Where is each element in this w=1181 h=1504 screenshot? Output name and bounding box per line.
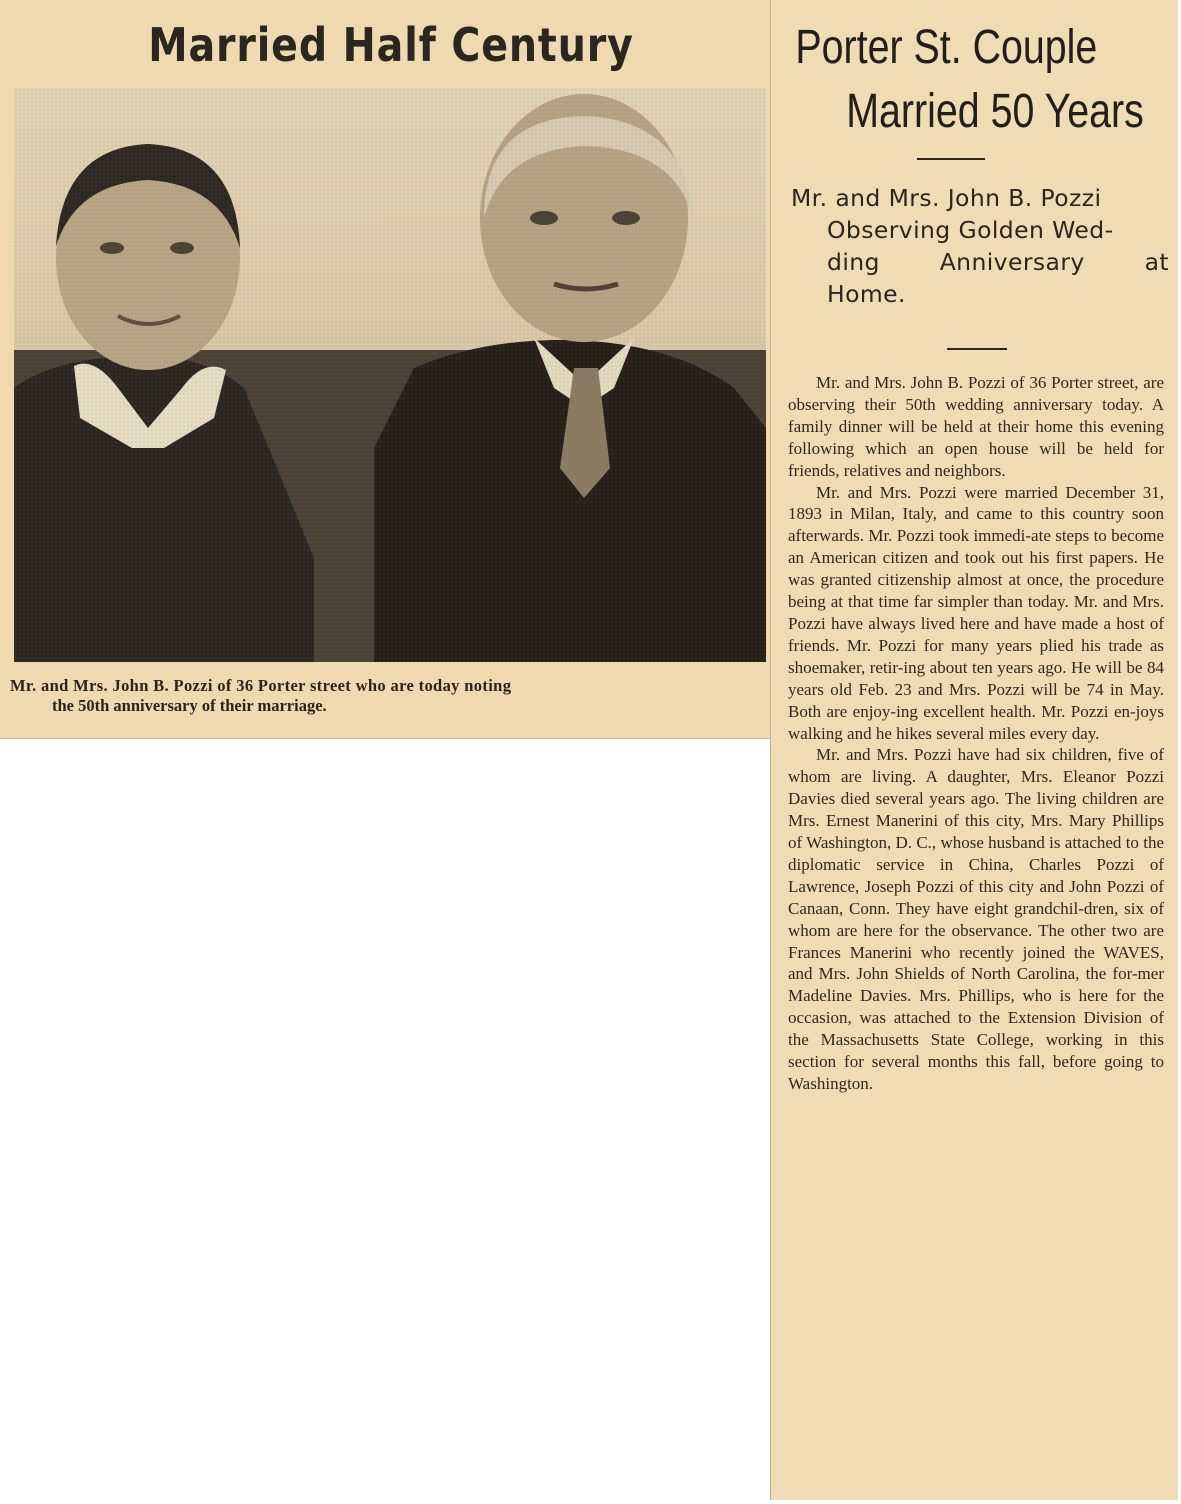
- headline-divider: [917, 158, 985, 160]
- deck-divider: [947, 348, 1007, 350]
- couple-photograph: [14, 88, 766, 662]
- article-headline: [779, 16, 1144, 144]
- photo-caption: [10, 676, 774, 716]
- deck-word: at: [1144, 248, 1169, 276]
- couple-photo-illustration: [14, 88, 766, 662]
- caption-line: Mr. and Mrs. John B. Pozzi of 36 Porter street who are today noting: [10, 676, 512, 695]
- photo-headline: Married Half Century: [148, 18, 634, 72]
- caption-line: the 50th anniversary of their marriage.: [52, 696, 327, 715]
- photo-clipping: [0, 0, 783, 739]
- article-paragraph: Mr. and Mrs. Pozzi were married December 31, 1893 in Milan, Italy, and came to this country soon afterwards. Mr. Pozzi took immedi-ate steps to become an American citizen and took out his first papers. He was granted citizenship almost at once, the procedure being at that time far simpler than today. Mr. and Mrs. Pozzi have always lived here and have made a host of friends. Mr. Pozzi for many years plied his trade as shoemaker, retir-ing about ten years ago. He will be 84 years old Feb. 23 and Mrs. Pozzi will be 74 in May. Both are enjoy-ing excellent health. Mr. Pozzi en-joys walking and he hikes several miles every day.: [788, 482, 1164, 743]
- deck-line: Home.: [827, 280, 906, 308]
- article-body: [788, 372, 1164, 1095]
- deck-word: ding: [827, 248, 880, 276]
- headline-line: Porter St. Couple: [795, 21, 1098, 74]
- article-paragraph: Mr. and Mrs. Pozzi have had six children, five of whom are living. A daughter, Mrs. Eleanor Pozzi Davies died several years ago. The living children are Mrs. Ernest Manerini of this city, Mrs. Mary Phillips of Washington, D. C., whose husband is attached to the diplomatic service in China, Charles Pozzi of Lawrence, Joseph Pozzi of this city and John Pozzi of Canaan, Conn. They have eight grandchil-dren, six of whom are here for the observance. The other two are Frances Manerini who recently joined the WAVES, and Mrs. John Shields of North Carolina, the for-mer Madeline Davies. Mrs. Phillips, who is here for the occasion, was attached to the Extension Division of the Massachusetts State College, working in this section for several months this fall, before going to Washington.: [788, 745, 1164, 1093]
- article-deck: [791, 182, 1169, 310]
- article-paragraph: Mr. and Mrs. John B. Pozzi of 36 Porter street, are observing their 50th wedding anniversary today. A family dinner will be held at their home this evening following which an open house will be held for friends, relatives and neighbors.: [788, 373, 1164, 480]
- headline-line: Married 50 Years: [846, 85, 1144, 138]
- deck-line: Mr. and Mrs. John B. Pozzi: [791, 184, 1102, 212]
- deck-line: [791, 246, 1169, 278]
- deck-word: Anniversary: [939, 248, 1085, 276]
- article-clipping: [770, 0, 1178, 1500]
- deck-line: Observing Golden Wed-: [827, 216, 1114, 244]
